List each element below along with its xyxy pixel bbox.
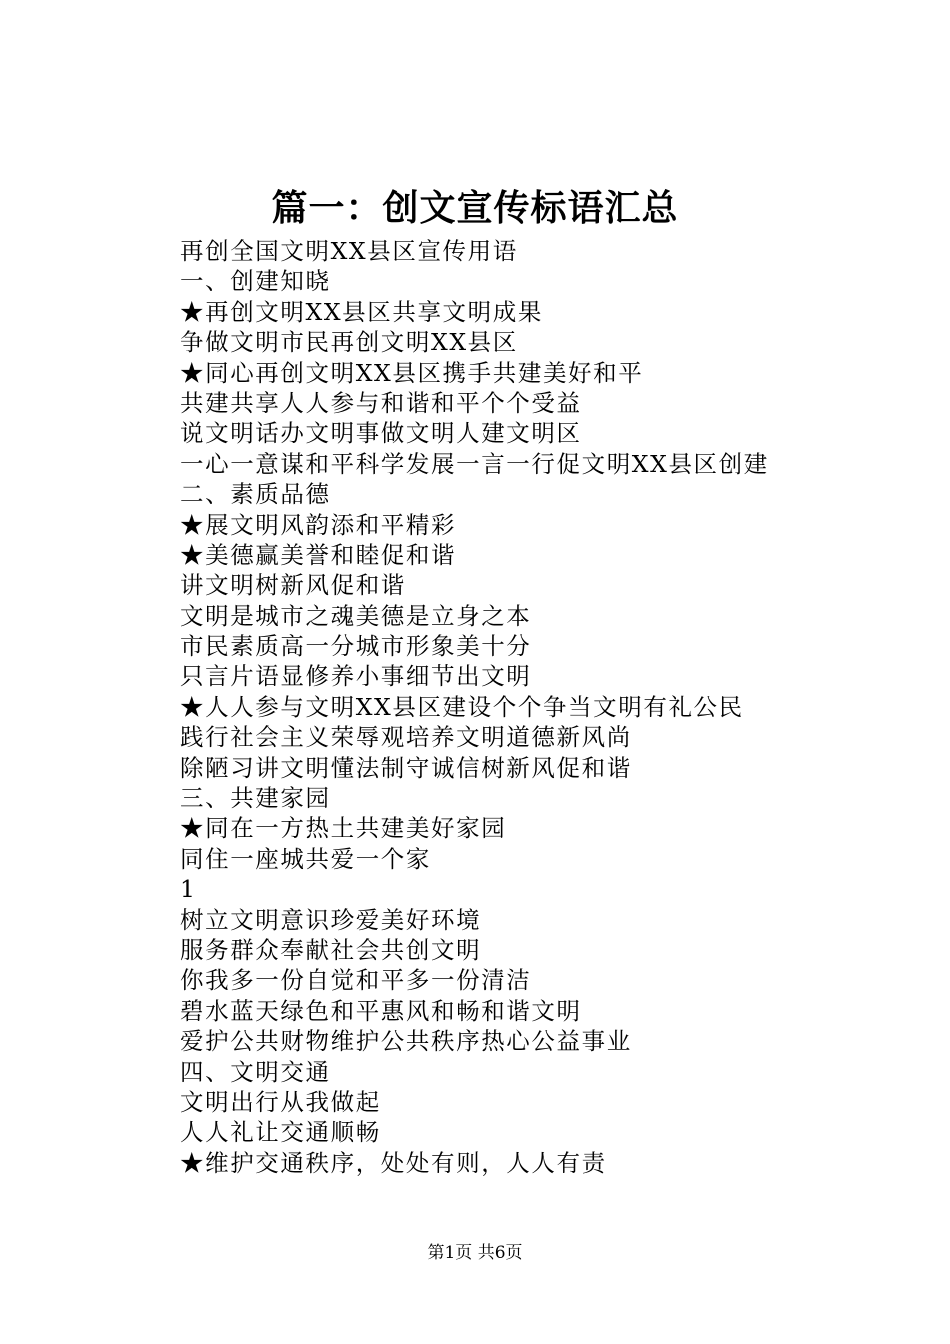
slogan-line: 践行社会主义荣辱观培养文明道德新风尚 [180, 723, 632, 752]
slogan-line: 说文明话办文明事做文明人建文明区 [180, 419, 582, 448]
section-heading: 一、创建知晓 [180, 267, 331, 296]
slogan-line: 除陋习讲文明懂法制守诚信树新风促和谐 [180, 753, 632, 782]
slogan-line: ★同心再创文明XX县区携手共建美好和平 [180, 358, 644, 387]
section-heading: 四、文明交通 [180, 1057, 331, 1086]
slogan-line: 只言片语显修养小事细节出文明 [180, 662, 532, 691]
slogan-line: 文明出行从我做起 [180, 1087, 381, 1116]
slogan-line: ★展文明风韵添和平精彩 [180, 510, 457, 539]
slogan-line: 同住一座城共爱一个家 [180, 844, 431, 873]
document-body [180, 236, 880, 1178]
slogan-line: ★美德赢美誉和睦促和谐 [180, 540, 457, 569]
slogan-line: 碧水蓝天绿色和平惠风和畅和谐文明 [180, 996, 582, 1025]
slogan-line: 争做文明市民再创文明XX县区 [180, 328, 518, 357]
slogan-line: 树立文明意识珍爱美好环境 [180, 905, 482, 934]
slogan-line: 文明是城市之魂美德是立身之本 [180, 601, 532, 630]
slogan-line: 人人礼让交通顺畅 [180, 1118, 381, 1147]
slogan-line: 共建共享人人参与和谐和平个个受益 [180, 388, 582, 417]
section-heading: 二、素质品德 [180, 480, 331, 509]
document-title: 篇一：创文宣传标语汇总 [271, 187, 679, 229]
page-footer: 第1页 共6页 [427, 1243, 523, 1263]
slogan-line: ★同在一方热土共建美好家园 [180, 814, 507, 843]
slogan-line: 市民素质高一分城市形象美十分 [180, 632, 532, 661]
slogan-line: ★维护交通秩序，处处有则，人人有责 [180, 1148, 607, 1177]
slogan-line: 讲文明树新风促和谐 [180, 571, 406, 600]
body-line: 再创全国文明XX县区宣传用语 [180, 237, 518, 265]
section-heading: 三、共建家园 [180, 784, 331, 813]
slogan-line: 爱护公共财物维护公共秩序热心公益事业 [180, 1027, 632, 1056]
slogan-line: ★再创文明XX县区共享文明成果 [180, 297, 543, 326]
slogan-line: ★人人参与文明XX县区建设个个争当文明有礼公民 [180, 692, 744, 721]
slogan-line: 一心一意谋和平科学发展一言一行促文明XX县区创建 [180, 449, 769, 478]
slogan-line: 服务群众奉献社会共创文明 [180, 935, 482, 964]
slogan-line: 你我多一份自觉和平多一份清洁 [180, 966, 532, 995]
inline-page-number: 1 [180, 875, 197, 904]
